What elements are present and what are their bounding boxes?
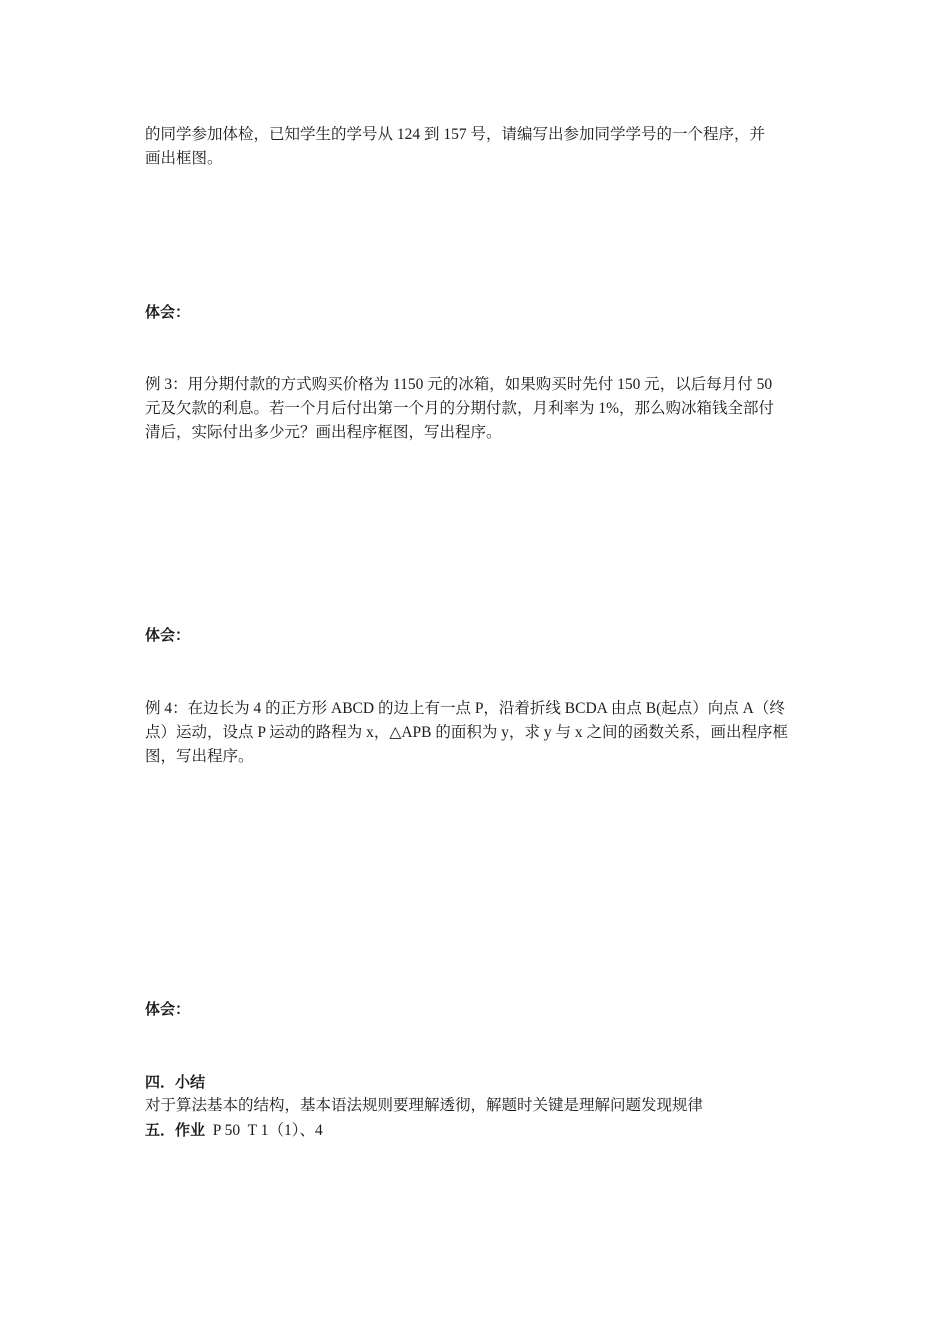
- example-3-line-2: 元及欠款的利息。若一个月后付出第一个月的分期付款，月利率为 1%，那么购冰箱钱全部付: [145, 400, 775, 417]
- example-4-line-2: 点）运动，设点 P 运动的路程为 x，△APB 的面积为 y，求 y 与 x 之间的函数关系，画出程序框: [145, 724, 788, 741]
- homework-text: P 50 T 1（1）、4: [205, 1122, 323, 1139]
- intro-line-1: 的同学参加体检，已知学生的学号从 124 到 157 号，请编写出参加同学学号的一个程序，并: [145, 126, 766, 143]
- example-4-line-3: 图，写出程序。: [145, 748, 254, 765]
- example-3-paragraph: [145, 373, 810, 445]
- example-3-line-1: 例 3：用分期付款的方式购买价格为 1150 元的冰箱，如果购买时先付 150 元，以后每月付 50: [145, 376, 773, 393]
- reflection-label-3: 体会：: [145, 1000, 191, 1018]
- homework-line: [145, 1118, 810, 1143]
- summary-section: [145, 1070, 810, 1143]
- example-4-line-1: 例 4：在边长为 4 的正方形 ABCD 的边上有一点 P，沿着折线 BCDA 由点 B(起点）向点 A（终: [145, 700, 785, 717]
- intro-line-2: 画出框图。: [145, 150, 223, 167]
- example-4-paragraph: [145, 697, 810, 769]
- homework-heading: 五．作业: [145, 1121, 206, 1139]
- reflection-label-2: 体会：: [145, 626, 191, 644]
- summary-heading: 四．小结: [145, 1073, 206, 1091]
- intro-paragraph: [145, 123, 810, 171]
- summary-text: 对于算法基本的结构，基本语法规则要理解透彻，解题时关键是理解问题发现规律: [145, 1097, 704, 1114]
- reflection-label-1: 体会：: [145, 303, 191, 321]
- example-3-line-3: 清后，实际付出多少元？画出程序框图，写出程序。: [145, 424, 502, 441]
